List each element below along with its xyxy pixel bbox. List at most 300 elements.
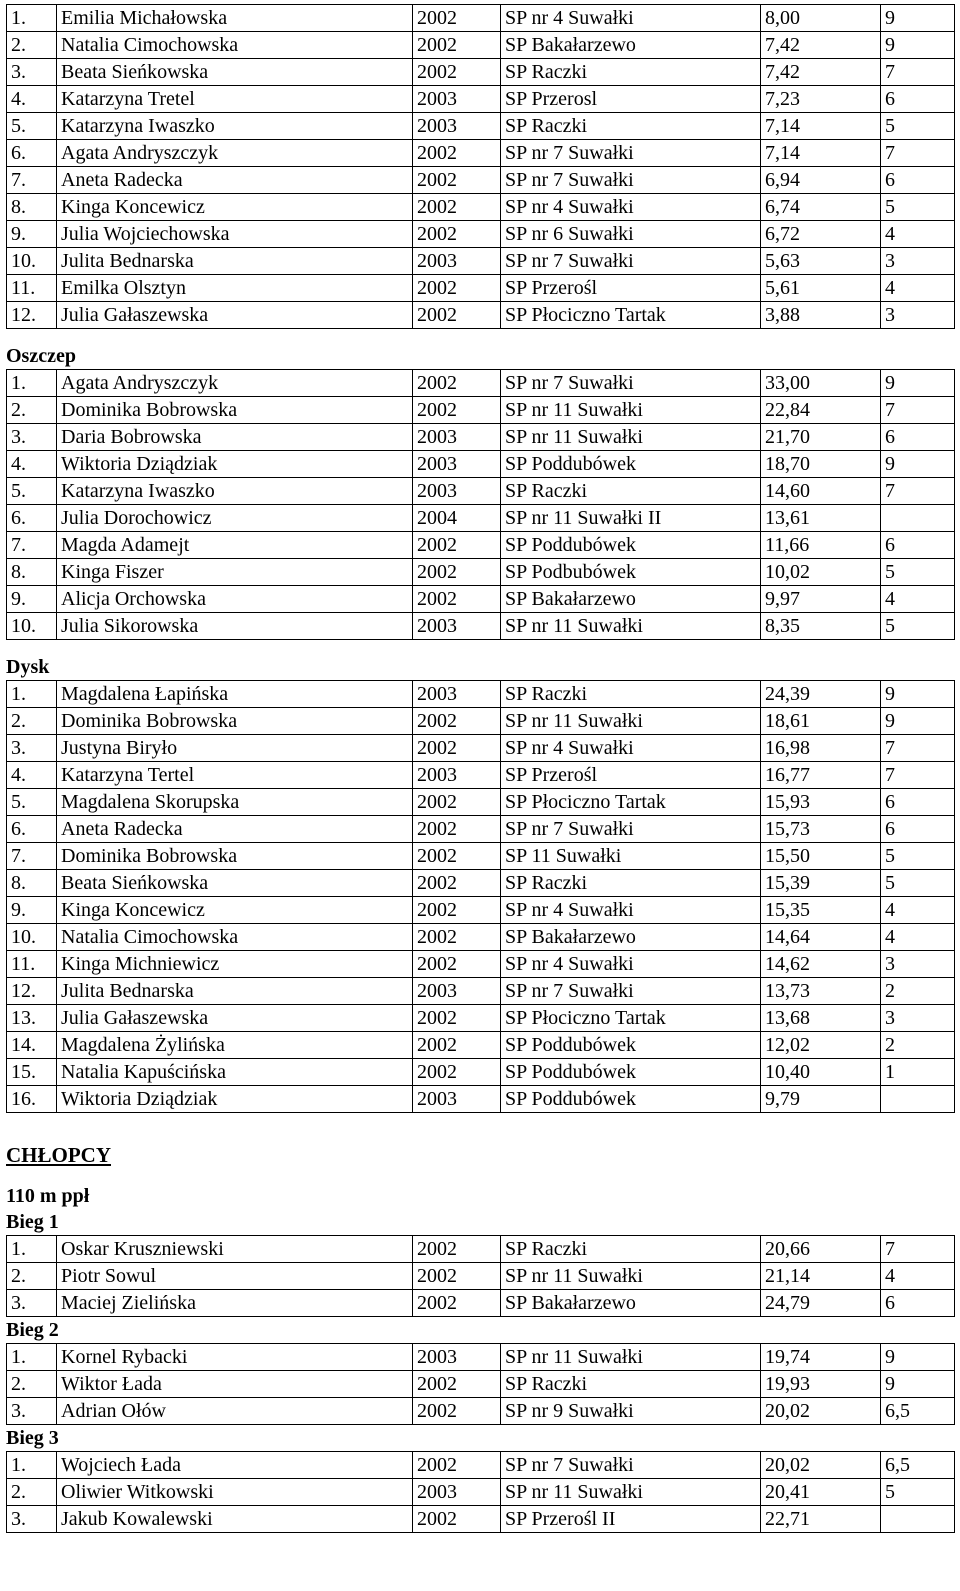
school-cell: SP Przerośl II	[501, 1506, 761, 1533]
school-cell: SP nr 11 Suwałki	[501, 1479, 761, 1506]
boys-title: CHŁOPCY	[6, 1143, 111, 1167]
school-cell: SP nr 11 Suwałki	[501, 708, 761, 735]
place-cell: 2.	[7, 1479, 57, 1506]
points-cell: 5	[881, 870, 955, 897]
result-cell: 16,98	[761, 735, 881, 762]
table-row	[7, 167, 955, 194]
points-cell: 9	[881, 681, 955, 708]
table-row	[7, 708, 955, 735]
section-heading-oszczep: Oszczep	[6, 345, 76, 367]
result-cell: 21,14	[761, 1263, 881, 1290]
result-cell: 8,35	[761, 613, 881, 640]
result-cell: 13,61	[761, 505, 881, 532]
athlete-name-cell: Emilka Olsztyn	[57, 275, 413, 302]
result-cell: 16,77	[761, 762, 881, 789]
points-cell: 9	[881, 1371, 955, 1398]
result-cell: 13,73	[761, 978, 881, 1005]
table-row	[7, 478, 955, 505]
result-cell: 5,61	[761, 275, 881, 302]
results-table-heat-1	[6, 1235, 955, 1317]
birth-year-cell: 2002	[413, 897, 501, 924]
birth-year-cell: 2003	[413, 762, 501, 789]
school-cell: SP Poddubówek	[501, 451, 761, 478]
result-cell: 12,02	[761, 1032, 881, 1059]
points-cell: 7	[881, 59, 955, 86]
result-cell: 14,62	[761, 951, 881, 978]
place-cell: 7.	[7, 843, 57, 870]
school-cell: SP nr 4 Suwałki	[501, 735, 761, 762]
birth-year-cell: 2002	[413, 1506, 501, 1533]
school-cell: SP nr 7 Suwałki	[501, 140, 761, 167]
school-cell: SP Bakałarzewo	[501, 586, 761, 613]
table-row	[7, 1290, 955, 1317]
result-cell: 7,14	[761, 113, 881, 140]
table-row	[7, 843, 955, 870]
athlete-name-cell: Julia Dorochowicz	[57, 505, 413, 532]
school-cell: SP Bakałarzewo	[501, 924, 761, 951]
results-table-dysk	[6, 680, 955, 1113]
spacer	[6, 640, 954, 654]
spacer	[6, 329, 954, 343]
school-cell: SP Płociczno Tartak	[501, 302, 761, 329]
birth-year-cell: 2002	[413, 1398, 501, 1425]
place-cell: 6.	[7, 505, 57, 532]
result-cell: 7,42	[761, 32, 881, 59]
table-row	[7, 140, 955, 167]
points-cell: 4	[881, 586, 955, 613]
table-row	[7, 5, 955, 32]
place-cell: 16.	[7, 1086, 57, 1113]
result-cell: 20,66	[761, 1236, 881, 1263]
result-cell: 7,14	[761, 140, 881, 167]
points-cell: 6	[881, 1290, 955, 1317]
school-cell: SP nr 11 Suwałki	[501, 424, 761, 451]
points-cell: 3	[881, 951, 955, 978]
athlete-name-cell: Agata Andryszczyk	[57, 370, 413, 397]
result-cell: 15,50	[761, 843, 881, 870]
athlete-name-cell: Kinga Fiszer	[57, 559, 413, 586]
table-row	[7, 1086, 955, 1113]
table-row	[7, 1371, 955, 1398]
school-cell: SP nr 7 Suwałki	[501, 248, 761, 275]
athlete-name-cell: Julia Gałaszewska	[57, 1005, 413, 1032]
result-cell: 20,02	[761, 1452, 881, 1479]
school-cell: SP Podbubówek	[501, 559, 761, 586]
table-row	[7, 1059, 955, 1086]
points-cell: 1	[881, 1059, 955, 1086]
table-row	[7, 32, 955, 59]
points-cell: 4	[881, 221, 955, 248]
result-cell: 24,39	[761, 681, 881, 708]
school-cell: SP Raczki	[501, 113, 761, 140]
event-heading-110m-hurdles: 110 m ppł	[6, 1185, 90, 1207]
school-cell: SP nr 9 Suwałki	[501, 1398, 761, 1425]
spacer	[6, 1169, 954, 1183]
results-table-heat-3	[6, 1451, 955, 1533]
birth-year-cell: 2002	[413, 1032, 501, 1059]
result-cell: 19,93	[761, 1371, 881, 1398]
birth-year-cell: 2003	[413, 978, 501, 1005]
table-row	[7, 194, 955, 221]
birth-year-cell: 2002	[413, 397, 501, 424]
athlete-name-cell: Magda Adamejt	[57, 532, 413, 559]
table-row	[7, 451, 955, 478]
school-cell: SP nr 4 Suwałki	[501, 194, 761, 221]
athlete-name-cell: Katarzyna Iwaszko	[57, 113, 413, 140]
place-cell: 2.	[7, 1371, 57, 1398]
birth-year-cell: 2002	[413, 59, 501, 86]
result-cell: 33,00	[761, 370, 881, 397]
place-cell: 2.	[7, 397, 57, 424]
athlete-name-cell: Beata Sieńkowska	[57, 870, 413, 897]
place-cell: 7.	[7, 167, 57, 194]
birth-year-cell: 2002	[413, 275, 501, 302]
table-row	[7, 1263, 955, 1290]
athlete-name-cell: Alicja Orchowska	[57, 586, 413, 613]
table-row	[7, 1452, 955, 1479]
birth-year-cell: 2002	[413, 140, 501, 167]
birth-year-cell: 2002	[413, 1059, 501, 1086]
athlete-name-cell: Katarzyna Iwaszko	[57, 478, 413, 505]
place-cell: 4.	[7, 451, 57, 478]
points-cell: 7	[881, 140, 955, 167]
place-cell: 5.	[7, 113, 57, 140]
place-cell: 3.	[7, 424, 57, 451]
result-cell: 5,63	[761, 248, 881, 275]
place-cell: 1.	[7, 1236, 57, 1263]
athlete-name-cell: Oskar Kruszniewski	[57, 1236, 413, 1263]
place-cell: 9.	[7, 586, 57, 613]
points-cell: 6	[881, 532, 955, 559]
result-cell: 3,88	[761, 302, 881, 329]
points-cell: 6,5	[881, 1452, 955, 1479]
athlete-name-cell: Aneta Radecka	[57, 816, 413, 843]
athlete-name-cell: Julita Bednarska	[57, 978, 413, 1005]
place-cell: 2.	[7, 1263, 57, 1290]
school-cell: SP Raczki	[501, 59, 761, 86]
school-cell: SP Raczki	[501, 870, 761, 897]
school-cell: SP Raczki	[501, 1371, 761, 1398]
table-row	[7, 681, 955, 708]
athlete-name-cell: Wiktoria Dziądziak	[57, 1086, 413, 1113]
table-row	[7, 816, 955, 843]
place-cell: 1.	[7, 5, 57, 32]
athlete-name-cell: Kinga Koncewicz	[57, 194, 413, 221]
table-row	[7, 897, 955, 924]
birth-year-cell: 2003	[413, 1344, 501, 1371]
table-row	[7, 505, 955, 532]
birth-year-cell: 2002	[413, 1371, 501, 1398]
points-cell: 5	[881, 1479, 955, 1506]
birth-year-cell: 2002	[413, 1290, 501, 1317]
athlete-name-cell: Jakub Kowalewski	[57, 1506, 413, 1533]
birth-year-cell: 2002	[413, 1263, 501, 1290]
table-row	[7, 762, 955, 789]
table-row	[7, 978, 955, 1005]
result-cell: 24,79	[761, 1290, 881, 1317]
school-cell: SP nr 7 Suwałki	[501, 978, 761, 1005]
table-row	[7, 302, 955, 329]
result-cell: 13,68	[761, 1005, 881, 1032]
school-cell: SP nr 4 Suwałki	[501, 5, 761, 32]
athlete-name-cell: Agata Andryszczyk	[57, 140, 413, 167]
place-cell: 2.	[7, 32, 57, 59]
points-cell: 2	[881, 1032, 955, 1059]
birth-year-cell: 2003	[413, 478, 501, 505]
birth-year-cell: 2002	[413, 924, 501, 951]
school-cell: SP nr 7 Suwałki	[501, 167, 761, 194]
points-cell	[881, 1086, 955, 1113]
athlete-name-cell: Kinga Michniewicz	[57, 951, 413, 978]
birth-year-cell: 2002	[413, 32, 501, 59]
results-table-oszczep	[6, 369, 955, 640]
birth-year-cell: 2003	[413, 424, 501, 451]
birth-year-cell: 2002	[413, 194, 501, 221]
points-cell: 9	[881, 5, 955, 32]
place-cell: 3.	[7, 1290, 57, 1317]
athlete-name-cell: Kinga Koncewicz	[57, 897, 413, 924]
points-cell: 7	[881, 762, 955, 789]
points-cell: 6	[881, 424, 955, 451]
result-cell: 22,71	[761, 1506, 881, 1533]
table-row	[7, 221, 955, 248]
place-cell: 1.	[7, 1344, 57, 1371]
section-heading-dysk: Dysk	[6, 656, 50, 678]
result-cell: 15,39	[761, 870, 881, 897]
table-row	[7, 1236, 955, 1263]
table-row	[7, 370, 955, 397]
results-document	[6, 4, 954, 1533]
school-cell: SP Poddubówek	[501, 1059, 761, 1086]
result-cell: 8,00	[761, 5, 881, 32]
table-row	[7, 424, 955, 451]
school-cell: SP Raczki	[501, 478, 761, 505]
athlete-name-cell: Kornel Rybacki	[57, 1344, 413, 1371]
school-cell: SP Przerośl	[501, 275, 761, 302]
table-row	[7, 397, 955, 424]
result-cell: 9,97	[761, 586, 881, 613]
school-cell: SP 11 Suwałki	[501, 843, 761, 870]
athlete-name-cell: Julia Gałaszewska	[57, 302, 413, 329]
result-cell: 7,23	[761, 86, 881, 113]
points-cell: 9	[881, 708, 955, 735]
birth-year-cell: 2002	[413, 302, 501, 329]
heat-heading-3: Bieg 3	[6, 1427, 59, 1449]
table-row	[7, 86, 955, 113]
birth-year-cell: 2003	[413, 113, 501, 140]
school-cell: SP nr 11 Suwałki	[501, 397, 761, 424]
school-cell: SP Poddubówek	[501, 1032, 761, 1059]
school-cell: SP Poddubówek	[501, 532, 761, 559]
result-cell: 18,70	[761, 451, 881, 478]
place-cell: 9.	[7, 221, 57, 248]
athlete-name-cell: Piotr Sowul	[57, 1263, 413, 1290]
school-cell: SP Bakałarzewo	[501, 1290, 761, 1317]
birth-year-cell: 2002	[413, 870, 501, 897]
place-cell: 7.	[7, 532, 57, 559]
school-cell: SP Raczki	[501, 1236, 761, 1263]
result-cell: 22,84	[761, 397, 881, 424]
place-cell: 13.	[7, 1005, 57, 1032]
school-cell: SP nr 7 Suwałki	[501, 816, 761, 843]
points-cell: 7	[881, 735, 955, 762]
athlete-name-cell: Emilia Michałowska	[57, 5, 413, 32]
birth-year-cell: 2003	[413, 248, 501, 275]
result-cell: 10,02	[761, 559, 881, 586]
place-cell: 8.	[7, 559, 57, 586]
points-cell: 6,5	[881, 1398, 955, 1425]
points-cell: 7	[881, 1236, 955, 1263]
school-cell: SP Płociczno Tartak	[501, 789, 761, 816]
result-cell: 11,66	[761, 532, 881, 559]
points-cell: 3	[881, 248, 955, 275]
athlete-name-cell: Julia Wojciechowska	[57, 221, 413, 248]
birth-year-cell: 2002	[413, 5, 501, 32]
result-cell: 21,70	[761, 424, 881, 451]
school-cell: SP nr 11 Suwałki II	[501, 505, 761, 532]
table-row	[7, 924, 955, 951]
athlete-name-cell: Natalia Cimochowska	[57, 924, 413, 951]
athlete-name-cell: Natalia Kapuścińska	[57, 1059, 413, 1086]
table-row	[7, 113, 955, 140]
table-row	[7, 789, 955, 816]
athlete-name-cell: Adrian Ołów	[57, 1398, 413, 1425]
table-row	[7, 275, 955, 302]
result-cell: 6,74	[761, 194, 881, 221]
athlete-name-cell: Maciej Zielińska	[57, 1290, 413, 1317]
school-cell: SP nr 4 Suwałki	[501, 951, 761, 978]
school-cell: SP nr 4 Suwałki	[501, 897, 761, 924]
points-cell: 9	[881, 370, 955, 397]
athlete-name-cell: Natalia Cimochowska	[57, 32, 413, 59]
points-cell: 6	[881, 816, 955, 843]
athlete-name-cell: Magdalena Żylińska	[57, 1032, 413, 1059]
table-row	[7, 613, 955, 640]
birth-year-cell: 2002	[413, 816, 501, 843]
result-cell: 6,72	[761, 221, 881, 248]
birth-year-cell: 2003	[413, 681, 501, 708]
athlete-name-cell: Katarzyna Tertel	[57, 762, 413, 789]
birth-year-cell: 2002	[413, 532, 501, 559]
school-cell: SP Przerosl	[501, 86, 761, 113]
place-cell: 3.	[7, 735, 57, 762]
table-row	[7, 248, 955, 275]
place-cell: 4.	[7, 86, 57, 113]
birth-year-cell: 2002	[413, 1005, 501, 1032]
birth-year-cell: 2002	[413, 559, 501, 586]
result-cell: 18,61	[761, 708, 881, 735]
result-cell: 15,93	[761, 789, 881, 816]
school-cell: SP Przerośl	[501, 762, 761, 789]
athlete-name-cell: Wiktor Łada	[57, 1371, 413, 1398]
birth-year-cell: 2003	[413, 613, 501, 640]
result-cell: 20,41	[761, 1479, 881, 1506]
birth-year-cell: 2002	[413, 1236, 501, 1263]
place-cell: 3.	[7, 1506, 57, 1533]
heat-heading-2: Bieg 2	[6, 1319, 59, 1341]
result-cell: 15,73	[761, 816, 881, 843]
points-cell: 9	[881, 451, 955, 478]
points-cell: 7	[881, 397, 955, 424]
athlete-name-cell: Magdalena Skorupska	[57, 789, 413, 816]
birth-year-cell: 2003	[413, 86, 501, 113]
athlete-name-cell: Justyna Biryło	[57, 735, 413, 762]
birth-year-cell: 2002	[413, 167, 501, 194]
school-cell: SP nr 6 Suwałki	[501, 221, 761, 248]
school-cell: SP nr 11 Suwałki	[501, 613, 761, 640]
school-cell: SP Raczki	[501, 681, 761, 708]
athlete-name-cell: Beata Sieńkowska	[57, 59, 413, 86]
place-cell: 5.	[7, 789, 57, 816]
birth-year-cell: 2002	[413, 586, 501, 613]
place-cell: 3.	[7, 59, 57, 86]
place-cell: 2.	[7, 708, 57, 735]
table-row	[7, 1344, 955, 1371]
birth-year-cell: 2003	[413, 1086, 501, 1113]
points-cell: 9	[881, 32, 955, 59]
athlete-name-cell: Katarzyna Tretel	[57, 86, 413, 113]
place-cell: 10.	[7, 248, 57, 275]
points-cell: 4	[881, 1263, 955, 1290]
athlete-name-cell: Dominika Bobrowska	[57, 397, 413, 424]
table-row	[7, 532, 955, 559]
place-cell: 12.	[7, 302, 57, 329]
place-cell: 6.	[7, 140, 57, 167]
points-cell: 5	[881, 113, 955, 140]
place-cell: 11.	[7, 275, 57, 302]
points-cell: 3	[881, 1005, 955, 1032]
result-cell: 20,02	[761, 1398, 881, 1425]
place-cell: 10.	[7, 924, 57, 951]
birth-year-cell: 2002	[413, 951, 501, 978]
athlete-name-cell: Julita Bednarska	[57, 248, 413, 275]
result-cell: 6,94	[761, 167, 881, 194]
table-row	[7, 951, 955, 978]
school-cell: SP nr 11 Suwałki	[501, 1344, 761, 1371]
school-cell: SP Poddubówek	[501, 1086, 761, 1113]
table-row	[7, 870, 955, 897]
table-row	[7, 1032, 955, 1059]
place-cell: 1.	[7, 370, 57, 397]
result-cell: 9,79	[761, 1086, 881, 1113]
athlete-name-cell: Wiktoria Dziądziak	[57, 451, 413, 478]
birth-year-cell: 2003	[413, 1479, 501, 1506]
school-cell: SP Bakałarzewo	[501, 32, 761, 59]
birth-year-cell: 2002	[413, 789, 501, 816]
place-cell: 3.	[7, 1398, 57, 1425]
birth-year-cell: 2002	[413, 843, 501, 870]
birth-year-cell: 2002	[413, 221, 501, 248]
place-cell: 8.	[7, 870, 57, 897]
table-row	[7, 1005, 955, 1032]
place-cell: 11.	[7, 951, 57, 978]
result-cell: 7,42	[761, 59, 881, 86]
birth-year-cell: 2004	[413, 505, 501, 532]
place-cell: 6.	[7, 816, 57, 843]
birth-year-cell: 2002	[413, 708, 501, 735]
athlete-name-cell: Magdalena Łapińska	[57, 681, 413, 708]
birth-year-cell: 2002	[413, 1452, 501, 1479]
table-row	[7, 1506, 955, 1533]
place-cell: 8.	[7, 194, 57, 221]
athlete-name-cell: Julia Sikorowska	[57, 613, 413, 640]
table-row	[7, 586, 955, 613]
points-cell	[881, 505, 955, 532]
place-cell: 5.	[7, 478, 57, 505]
school-cell: SP Płociczno Tartak	[501, 1005, 761, 1032]
points-cell: 6	[881, 86, 955, 113]
athlete-name-cell: Dominika Bobrowska	[57, 708, 413, 735]
